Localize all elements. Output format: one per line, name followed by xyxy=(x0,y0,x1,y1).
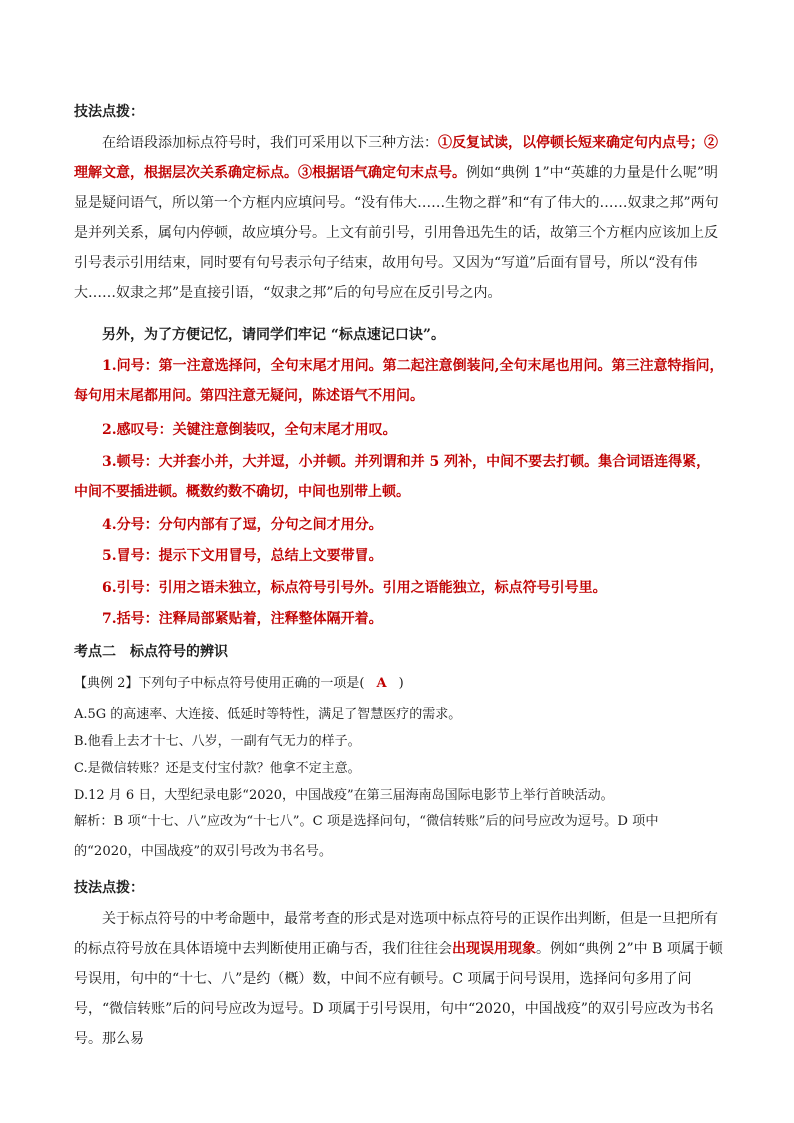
paragraph-text: 在给语段添加标点符号时，我们可采用以下三种方法： xyxy=(102,135,438,151)
section-heading: 技法点拨： xyxy=(74,104,144,120)
example-label: 【典例 2】 xyxy=(74,676,139,691)
example-question xyxy=(74,671,724,697)
option-d: D.12 月 6 日，大型纪录电影“2020，中国战疫”在第三届海南岛国际电影节上举行首映活动。 xyxy=(74,788,614,803)
example-question-text: 下列句子中标点符号使用正确的一项是( xyxy=(138,676,365,691)
section-heading: 技法点拨： xyxy=(74,880,144,896)
method-paragraph xyxy=(74,904,724,1054)
rule-semicolon: 4.分号：分句内部有了逗，分句之间才用分。 xyxy=(102,517,383,533)
analysis-text: 解析：B 项“十七、八”应改为“十七八”。C 项是选择问句，“微信转账”后的问号应改为逗号。D 项中的“2020，中国战疫”的双引号改为书名号。 xyxy=(74,814,659,859)
mnemonic-intro: 另外，为了方便记忆，请同学们牢记 “标点速记口诀”。 xyxy=(102,327,445,343)
section-title: 考点二 标点符号的辨识 xyxy=(74,644,228,660)
method-paragraph xyxy=(74,128,724,308)
option-c: C.是微信转账？还是支付宝付款？他拿不定主意。 xyxy=(74,761,361,776)
rule-question-mark: 1.问号：第一注意选择问，全句末尾才用问。第二起注意倒装问,全句末尾也用问。第三注意特指问，每句用末尾都用问。第四注意无疑问，陈述语气不用问。 xyxy=(74,358,724,404)
paragraph-text: 关于标点符号的中考命题中，最常考查的形式是对选项中标点符号的正误作出判断，但是一旦把所有的标点符号放在具体语境中去判断使用正确与否，我们往往会 xyxy=(74,911,718,957)
rule-enumeration-comma: 3.顿号：大并套小并，大并逗，小并顿。并列谓和并 5 列补，中间不要去打顿。集合词语连得紧，中间不要插进顿。概数约数不确切，中间也别带上顿。 xyxy=(74,454,711,500)
paragraph-text: 例如“典例 1”中“英雄的力量是什么呢”明显是疑问语气，所以第一个方框内应填问号。“没有伟大……生物之群”和“有了伟大的……奴隶之邦”两句是并列关系，属句内停顿，故应填分号。上文有前引号，引用鲁迅先生的话，故第三个方框内应该加上反引号表示引用结束，同时要有句号表示句子结束，故用句号。又因为“写道”后面有冒号，所以“没有伟大……奴隶之邦”是直接引语，“奴隶之邦”后的句号应在反引号之内。 xyxy=(74,165,719,301)
emphasis-text: ①反复试读，以停顿长短来确定句内点号；②理解文意，根据层次关系确定标点。③根据语气确定句末点号。 xyxy=(74,135,718,181)
example-answer: A xyxy=(376,676,387,691)
paragraph-text: 。例如“典例 2”中 B 项属于顿号误用，句中的“十七、八”是约（概）数，中间不应有顿号。C 项属于问号误用，选择问句多用了问号，“微信转账”后的问号应改为逗号。D 项属于引号误用，句中“2020，中国战疫”的双引号应改为书名号。那么易 xyxy=(74,941,723,1047)
rule-exclamation-mark: 2.感叹号：关键注意倒装叹，全句末尾才用叹。 xyxy=(102,422,397,438)
option-b: B.他看上去才十七、八岁，一副有气无力的样子。 xyxy=(74,734,361,749)
rule-brackets: 7.括号：注释局部紧贴着，注释整体隔开着。 xyxy=(102,611,383,627)
rule-colon: 5.冒号：提示下文用冒号，总结上文要带冒。 xyxy=(102,548,383,564)
rule-quotation-marks: 6.引号：引用之语未独立，标点符号引号外。引用之语能独立，标点符号引号里。 xyxy=(102,580,607,596)
example-close: ) xyxy=(398,676,404,691)
emphasis-text: 出现误用现象 xyxy=(452,941,536,957)
option-a: A.5G 的高速率、大连接、低延时等特性，满足了智慧医疗的需求。 xyxy=(74,707,462,722)
